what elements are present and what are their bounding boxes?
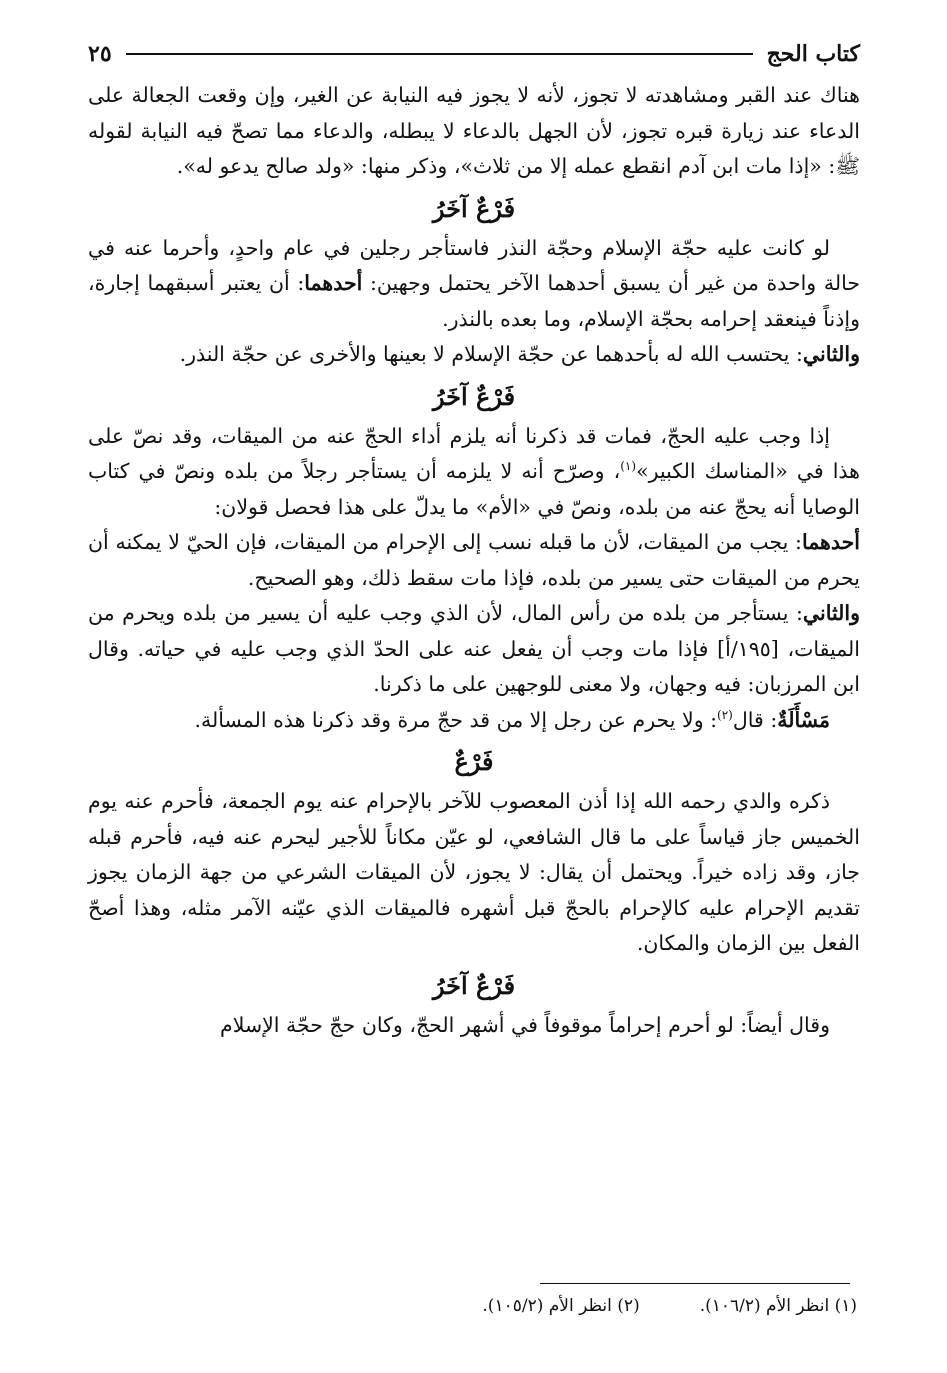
footnote-1: (١) انظر الأم (١٠٦/٢). (699, 1296, 857, 1316)
section-heading: فَرْعٌ (454, 747, 494, 776)
paragraph-lead-term: مَسْأَلَةٌ (777, 707, 830, 732)
paragraph-text: وقال أيضاً: لو أحرم إحراماً موقوفاً في أشهر الحجّ، وكان حجّ حجّة الإسلام (220, 1012, 830, 1037)
paragraph (88, 78, 860, 185)
paragraph (88, 784, 860, 962)
page-number: ٢٥ (88, 41, 112, 67)
paragraph (88, 337, 860, 373)
paragraph-text: ذكره والدي رحمه الله إذا أذن المعصوب للآخر بالإحرام عنه يوم الجمعة، فأحرم عنه يوم الخميس جاز قياساً على ما قال الشافعي، لو عيّن مكاناً للأجير ليحرم عنه فيه، فأحرم قبله جاز، وقد زاده خيراً. ويحتمل أن يقال: لا يجوز، لأن الميقات الشرعي من جهة الزمان يجوز تقديم الإحرام عليه كالإحرام بالحجّ قبل أشهره فالميقات الذي عيّنه الآمر مثله، وهذا أصحّ الفعل بين الزمان والمكان. (88, 789, 860, 955)
section-heading: فَرْعٌ آخَرُ (432, 970, 516, 1000)
body-text (88, 78, 860, 1043)
footnote-separator (540, 1283, 850, 1284)
paragraph (88, 596, 860, 703)
section-heading: فَرْعٌ آخَرُ (432, 193, 516, 223)
paragraph-lead-term: والثاني (802, 342, 860, 366)
paragraph-text: إذا وجب عليه الحجّ، فمات قد ذكرنا أنه يلزم أداء الحجّ عنه من الميقات، وقد نصّ على هذا في «المناسك الكبير» (88, 423, 860, 483)
running-header (88, 30, 860, 78)
book-title: كتاب الحج (766, 41, 860, 67)
paragraph-text: ، وصرّح أنه لا يلزمه أن يستأجر رجلاً من بلده ونصّ في كتاب الوصايا أنه يحجّ عنه من بلده، ونصّ في «الأم» ما يدلّ على هذا فحصل قولان: (88, 459, 860, 519)
paragraph-text: : يجب من الميقات، لأن ما قبله نسب إلى الإحرام من الميقات، فإن الحيّ لا يمكنه أن يحرم من الميقات حتى يسير من بلده، فإذا مات سقط ذلك، وهو الصحيح. (88, 530, 860, 590)
footnotes (482, 1296, 857, 1316)
paragraph-lead-term: أحدهما (801, 530, 860, 554)
book-page (88, 30, 860, 1043)
paragraph (88, 703, 860, 739)
paragraph-text: : يستأجر من بلده من رأس المال، لأن الذي وجب عليه أن يسير من بلده ويحرم من الميقات، [١٩٥/أ] فإذا مات وجب أن يفعل عنه على الحدّ الذي وجب عليه في حياته. وقال ابن المرزبان: فيه وجهان، ولا معنى للوجهين على ما ذكرنا. (88, 601, 860, 696)
paragraph-text: : قال (732, 707, 778, 732)
paragraph (88, 525, 860, 596)
footnote-reference[interactable]: (٢) (717, 707, 733, 722)
paragraph-text: لو كانت عليه حجّة الإسلام وحجّة النذر فاستأجر رجلين في عام واحدٍ، وأحرما عنه في حالة واحدة من غير أن يسبق أحدهما الآخر يحتمل وجهين: (88, 235, 860, 295)
paragraph (88, 1008, 860, 1044)
footnote-2: (٢) انظر الأم (١٠٥/٢). (482, 1296, 640, 1316)
paragraph-text: : ولا يحرم عن رجل إلا من قد حجّ مرة وقد ذكرنا هذه المسألة. (194, 707, 718, 732)
paragraph (88, 231, 860, 338)
paragraph-text: هناك عند القبر ومشاهدته لا تجوز، لأنه لا يجوز فيه النيابة عن الغير، وإن وقعت الجعالة على الدعاء عند زيارة قبره تجوز، لأن الجهل بالدعاء لا يبطله، والدعاء مما تصحّ فيه النيابة لقوله ﷺ: «إذا مات ابن آدم انقطع عمله إلا من ثلاث»، وذكر منها: «ولد صالح يدعو له». (88, 83, 860, 178)
paragraph-text: : يحتسب الله له بأحدهما عن حجّة الإسلام لا بعينها والأخرى عن حجّة النذر. (179, 342, 803, 366)
section-heading: فَرْعٌ آخَرُ (432, 381, 516, 411)
paragraph-text: : أن يعتبر أسبقهما إجارة، وإذناً فينعقد إحرامه بحجّة الإسلام، وما بعده بالنذر. (88, 271, 860, 331)
paragraph (88, 419, 860, 526)
footnote-reference[interactable]: (١) (620, 459, 637, 474)
paragraph-lead-term: والثاني (802, 601, 860, 625)
paragraph-lead-term: أحدهما (304, 271, 363, 295)
header-rule (126, 53, 753, 55)
